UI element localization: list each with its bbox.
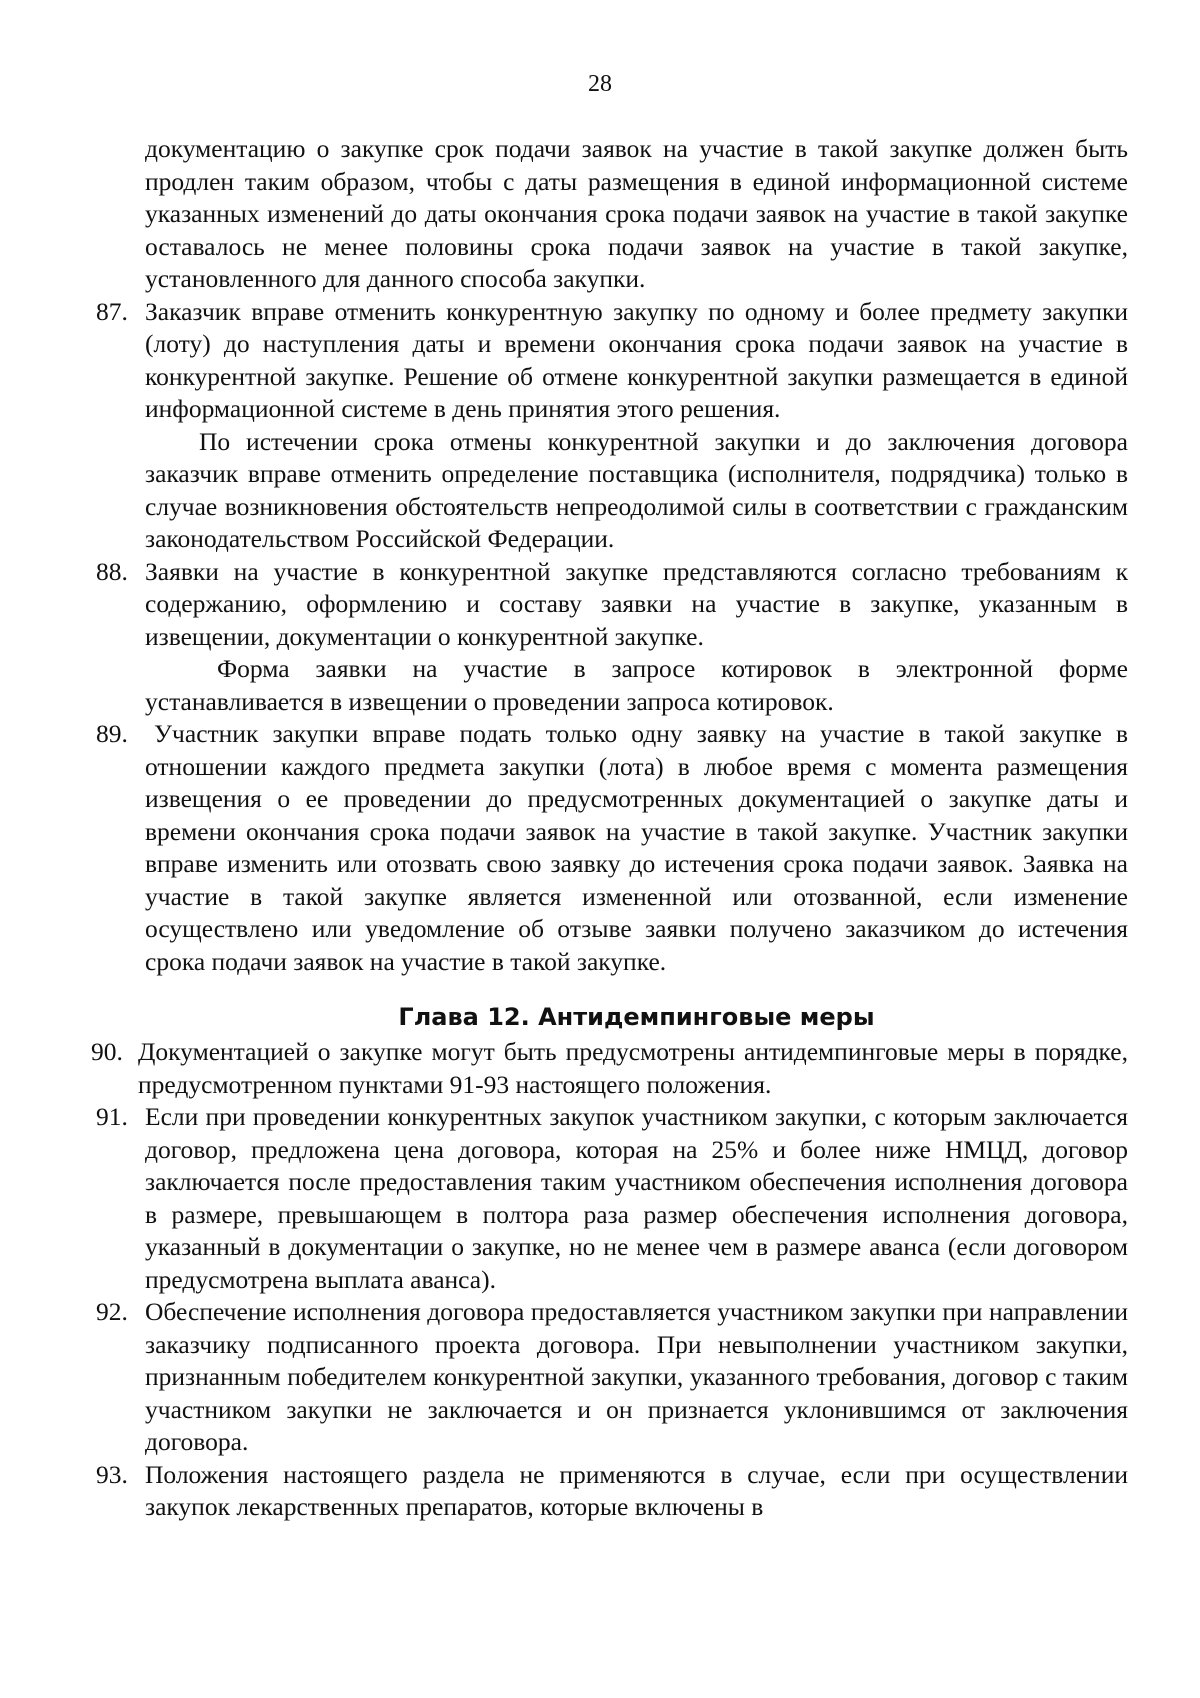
item-number: 91. <box>96 1102 128 1131</box>
item-text: Участник закупки вправе подать только одну заявку на участие в такой закупке в отношении каждого предмета закупки (лота) в любое время с момента размещения извещения о ее проведении до предусмотренных документацией о закупке даты и времени окончания срока подачи заявок на участие в такой закупке. Участник закупки вправе изменить или отозвать свою заявку до истечения срока подачи заявок. Заявка на участие в такой закупке является измененной или отозванной, если изменение осуществлено или уведомление об отзыве заявки получено заказчиком до истечения срока подачи заявок на участие в такой закупке. <box>145 719 1128 976</box>
item-number: 88. <box>96 556 128 586</box>
list-item-91 <box>96 1101 1128 1296</box>
document-body <box>91 133 1128 1524</box>
item-text: Документацией о закупке могут быть предусмотрены антидемпинговые меры в порядке, предусмотренном пунктами 91-93 настоящего положения. <box>138 1037 1128 1099</box>
chapter-title: Глава 12. Антидемпинговые меры <box>398 1003 875 1031</box>
item-number: 92. <box>96 1297 128 1326</box>
item-extra-paragraph: Форма заявки на участие в запросе котировок в электронной форме устанавливается в извещении о проведении запроса котировок. <box>145 654 1128 716</box>
page-number: 28 <box>588 71 612 97</box>
continuation-paragraph: документацию о закупке срок подачи заявок на участие в такой закупке должен быть продлен таким образом, чтобы с даты размещения в единой информационной системе указанных изменений до даты окончания срока подачи заявок на участие в такой закупке оставалось не менее половины срока подачи заявок на участие в такой закупке, установленного для данного способа закупки. <box>145 134 1128 293</box>
item-text: Положения настоящего раздела не применяются в случае, если при осуществлении закупок лекарственных препаратов, которые включены в <box>145 1459 1128 1521</box>
list-item-88 <box>96 556 1128 719</box>
item-number: 89. <box>96 719 128 748</box>
item-text: Если при проведении конкурентных закупок участником закупки, с которым заключается договор, предложена цена договора, которая на 25% и более ниже НМЦД, договор заключается после предоставления таким участником обеспечения исполнения договора в размере, превышающем в полтора раза размер обеспечения исполнения договора, указанный в документации о закупке, но не менее чем в размере аванса (если договором предусмотрена выплата аванса). <box>145 1102 1128 1294</box>
item-text: Заявки на участие в конкурентной закупке представляются согласно требованиям к содержанию, оформлению и составу заявки на участие в закупке, указанным в извещении, документации о конкурентной закупке. <box>145 556 1128 651</box>
item-number: 87. <box>96 296 128 326</box>
item-extra-paragraph: По истечении срока отмены конкурентной закупки и до заключения договора заказчик вправе отменить определение поставщика (исполнителя, подрядчика) только в случае возникновения обстоятельств непреодолимой силы в соответствии с гражданским законодательством Российской Федерации. <box>145 426 1128 553</box>
list-item-90 <box>91 1036 1128 1101</box>
item-text: Обеспечение исполнения договора предоставляется участником закупки при направлении заказчику подписанного проекта договора. При невыполнении участником закупки, признанным победителем конкурентной закупки, указанного требования, договор с таким участником закупки не заключается и он признается уклонившимся от заключения договора. <box>145 1297 1128 1456</box>
list-item-93 <box>96 1459 1128 1524</box>
item-number: 93. <box>96 1459 128 1489</box>
item-text: Заказчик вправе отменить конкурентную закупку по одному и более предмету закупки (лоту) до наступления даты и времени окончания срока подачи заявок на участие в конкурентной закупке. Решение об отмене конкурентной закупки размещается в единой информационной системе в день принятия этого решения. <box>145 296 1128 423</box>
list-item-87 <box>96 296 1128 556</box>
list-item-89 <box>96 718 1128 978</box>
item-number: 90. <box>91 1037 123 1066</box>
list-item-92 <box>96 1296 1128 1459</box>
